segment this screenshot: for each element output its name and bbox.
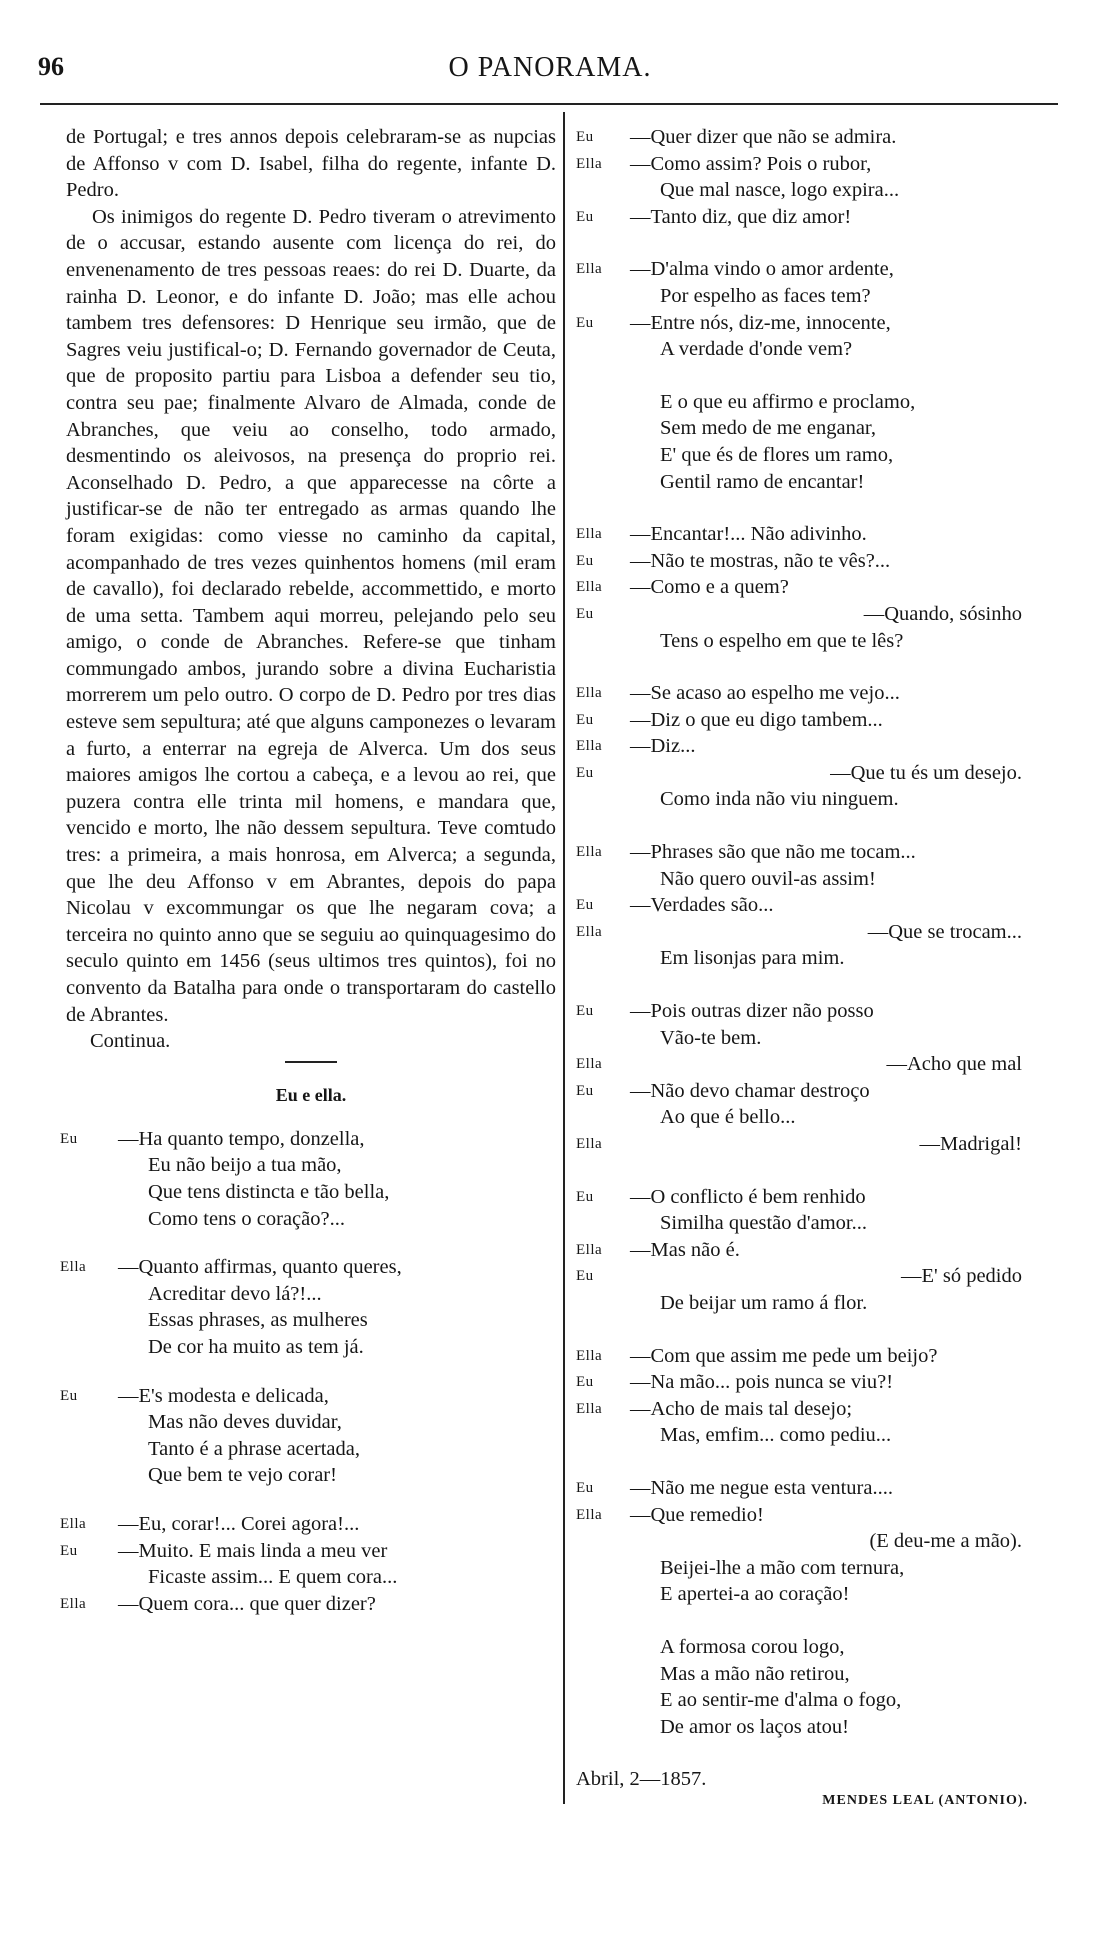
verse-line — [66, 1564, 556, 1591]
section-divider — [285, 1061, 337, 1063]
verse-text: Que mal nasce, logo expira... — [660, 179, 900, 202]
verse-text: —O conflicto é bem renhido — [630, 1185, 866, 1208]
verse-text: —Encantar!... Não adivinho. — [630, 523, 867, 546]
verse-line — [66, 1436, 556, 1463]
verse-line — [576, 310, 1046, 337]
verse-text: —Que tu és um desejo. — [830, 761, 1022, 784]
verse-text: De cor ha muito as tem já. — [148, 1335, 364, 1358]
verse-line — [576, 124, 1046, 151]
verse-text: Sem medo de me enganar, — [660, 417, 877, 440]
verse-line — [576, 601, 1046, 628]
verse-line — [66, 1206, 556, 1233]
verse-text: —Madrigal! — [919, 1133, 1022, 1155]
verse-text: E' que és de flores um ramo, — [660, 443, 894, 466]
speaker-label: Ella — [576, 155, 603, 172]
continua-note: Continua. — [90, 1030, 171, 1053]
speaker-label: Ella — [576, 685, 603, 702]
prose-paragraph: Os inimigos do regente D. Pedro tiveram o atrevimento de o accusar, estando ausente com licença do rei, do envenenamento de tres pessoas reaes: do rei D. Duarte, da rainha D. Leonor, e do infante D. João; mas elle achou tambem tres defensores: D Henrique seu irmão, que de Sagres veiu justifical-o; D. Fernando governador de Ceuta, que de proposito partiu para Lisboa a defender seu tio, contra seu pae; finalmente Alvaro de Almada, conde de Abranches, que veiu ao conselho, todo armado, desmentindo os aleivosos, na presença do proprio rei. Aconselhado D. Pedro, a que apparecesse na côrte a justificar-se de não ter entregado as armas quando lhe foram exigidas: como viesse no caminho da capital, acompanhado de tres vezes quinhentos homens (mil eram de cavallo), foi declarado rebelde, accommettido, e morto de uma setta. Tambem aqui morreu, pelejando pelo seu amigo, o conde de Abranches. Refere-se que tinham commungado ambos, jurando sobre a divina Eucharistia morrerem um pelo outro. O corpo de D. Pedro por tres dias esteve sem sepultura; até que alguns camponezes o levaram a furto, a enterrar na egreja de Alverca. Um dos seus maiores amigos lhe cortou a cabeça, e a levou ao rei, que puzera contra elle trinta mil homens, e mandara que, vencido e morto, lhe não dessem sepultura. Teve comtudo tres: a primeira, a mais honrosa, em Alverca; a segunda, que lhe deu Affonso v em Abrantes, depois do papa Nicolau v excommungar os que lhe negaram cova; a terceira no quinto anno que se seguiu ao quinquagesimo do seculo quinto em 1456 (seus ultimos tres quintos), foi no convento da Batalha para onde o transportaram do castello de Abrantes. — [66, 205, 556, 1026]
verse-text: —Tanto diz, que diz amor! — [630, 205, 852, 228]
verse-text: Essas phrases, as mulheres — [148, 1309, 368, 1332]
verse-text: (E deu-me a mão). — [869, 1530, 1022, 1553]
speaker-label: Ella — [60, 1259, 87, 1276]
column-divider — [563, 112, 565, 1804]
verse-line — [576, 1290, 1046, 1317]
verse-line — [576, 1237, 1046, 1264]
speaker-label: Ella — [60, 1595, 87, 1612]
poem-stanza — [576, 1634, 1046, 1740]
right-column — [576, 124, 1046, 1808]
verse-text: —Acho de mais tal desejo; — [630, 1397, 853, 1420]
verse-line — [576, 1396, 1046, 1423]
verse-line — [576, 1422, 1046, 1449]
left-column — [60, 124, 556, 1639]
speaker-label: Ella — [576, 1400, 603, 1417]
speaker-label: Ella — [60, 1515, 87, 1532]
verse-line — [60, 1126, 556, 1153]
verse-text: Ficaste assim... E quem cora... — [148, 1566, 398, 1589]
verse-text: —Na mão... pois nunca se viu?! — [630, 1371, 894, 1394]
verse-text: Como inda não viu ninguem. — [660, 788, 899, 811]
verse-line — [576, 866, 1046, 893]
verse-text: E o que eu affirmo e proclamo, — [660, 390, 916, 413]
header-rule — [40, 103, 1058, 105]
verse-text: —Não devo chamar destroço — [630, 1079, 870, 1102]
verse-line — [576, 1131, 1046, 1158]
verse-text: Que tens distincta e tão bella, — [148, 1180, 390, 1203]
verse-line — [576, 945, 1046, 972]
speaker-label: Ella — [576, 261, 603, 278]
verse-text: Vão-te bem. — [660, 1026, 762, 1049]
verse-text: —Como e a quem? — [630, 576, 789, 599]
poem-stanza — [576, 1343, 1046, 1449]
verse-text: —Mas não é. — [630, 1238, 740, 1261]
poem-stanza — [576, 998, 1046, 1158]
verse-text: Beijei-lhe a mão com ternura, — [660, 1556, 905, 1579]
verse-line — [576, 786, 1046, 813]
verse-text: A formosa corou logo, — [660, 1635, 845, 1658]
verse-line — [576, 1078, 1046, 1105]
verse-text: —Entre nós, diz-me, innocente, — [630, 311, 891, 334]
verse-text: Mas a mão não retirou, — [660, 1662, 850, 1685]
verse-line — [576, 839, 1046, 866]
verse-line — [576, 733, 1046, 760]
verse-text: Gentil ramo de encantar! — [660, 470, 865, 493]
verse-line — [576, 151, 1046, 178]
verse-line — [576, 1581, 1046, 1608]
verse-line — [576, 1263, 1046, 1290]
speaker-label: Ella — [576, 1056, 603, 1073]
verse-line — [576, 574, 1046, 601]
verse-text: —Diz o que eu digo tambem... — [630, 708, 883, 731]
speaker-label: Ella — [576, 844, 603, 861]
speaker-label: Eu — [576, 314, 594, 331]
speaker-label: Eu — [576, 897, 594, 914]
verse-line — [576, 256, 1046, 283]
verse-text: —Quando, sósinho — [863, 602, 1022, 625]
verse-text: —Como assim? Pois o rubor, — [630, 152, 872, 175]
speaker-label: Eu — [576, 1268, 594, 1285]
verse-line — [60, 1591, 556, 1618]
page-number: 96 — [38, 52, 64, 81]
poem-stanza — [60, 1126, 556, 1232]
verse-line — [576, 469, 1046, 496]
speaker-label: Ella — [576, 1506, 603, 1523]
verse-text: —D'alma vindo o amor ardente, — [630, 258, 894, 281]
poem-stanza — [60, 1254, 556, 1360]
poem-left-part — [60, 1126, 556, 1618]
verse-text: —Não te mostras, não te vês?... — [630, 549, 891, 572]
verse-text: —E's modesta e delicada, — [118, 1384, 329, 1407]
speaker-label: Ella — [576, 1347, 603, 1364]
speaker-label: Eu — [60, 1387, 78, 1404]
poem-stanza — [576, 521, 1046, 654]
speaker-label: Eu — [576, 711, 594, 728]
verse-line — [576, 1184, 1046, 1211]
verse-line — [576, 283, 1046, 310]
verse-line — [576, 1661, 1046, 1688]
verse-text: Por espelho as faces tem? — [660, 284, 871, 307]
verse-line — [66, 1179, 556, 1206]
journal-title: O PANORAMA. — [448, 52, 652, 83]
verse-line — [576, 389, 1046, 416]
verse-text: —Eu, corar!... Corei agora!... — [118, 1512, 360, 1535]
speaker-label: Eu — [576, 552, 594, 569]
poem-stanza — [60, 1511, 556, 1617]
verse-line — [576, 1555, 1046, 1582]
verse-text: —Que se trocam... — [867, 920, 1022, 943]
speaker-label: Eu — [576, 764, 594, 781]
poem-stanza — [576, 839, 1046, 972]
poem-right-part — [576, 124, 1046, 1740]
verse-line — [66, 1409, 556, 1436]
verse-line — [576, 1369, 1046, 1396]
verse-text: —Pois outras dizer não posso — [630, 1000, 874, 1023]
verse-line — [576, 1051, 1046, 1078]
speaker-label: Ella — [576, 1241, 603, 1258]
verse-text: —Quanto affirmas, quanto queres, — [118, 1256, 402, 1279]
verse-line — [576, 760, 1046, 787]
verse-line — [60, 1383, 556, 1410]
poem-stanza — [576, 124, 1046, 230]
poem-stanza — [576, 1184, 1046, 1317]
verse-line — [576, 680, 1046, 707]
verse-line — [576, 1502, 1046, 1529]
verse-line — [576, 1210, 1046, 1237]
verse-text: —Se acaso ao espelho me vejo... — [630, 682, 900, 705]
verse-line — [576, 336, 1046, 363]
speaker-label: Eu — [576, 1479, 594, 1496]
verse-text: A verdade d'onde vem? — [660, 338, 853, 361]
verse-line — [576, 998, 1046, 1025]
verse-text: —Ha quanto tempo, donzella, — [118, 1127, 365, 1150]
verse-text: De beijar um ramo á flor. — [660, 1291, 868, 1314]
speaker-label: Ella — [576, 526, 603, 543]
speaker-label: Eu — [576, 208, 594, 225]
verse-line — [576, 177, 1046, 204]
verse-text: —Phrases são que não me tocam... — [630, 841, 916, 864]
verse-text: —Quem cora... que quer dizer? — [118, 1592, 376, 1615]
speaker-label: Eu — [576, 1003, 594, 1020]
verse-text: Em lisonjas para mim. — [660, 947, 845, 970]
poem-date: Abril, 2—1857. — [576, 1768, 707, 1791]
verse-text: —Que remedio! — [630, 1503, 764, 1526]
verse-text: Tanto é a phrase acertada, — [148, 1437, 360, 1460]
verse-line — [576, 892, 1046, 919]
verse-text: Não quero ouvil-as assim! — [660, 867, 876, 890]
verse-line — [66, 1152, 556, 1179]
poem-stanza — [576, 256, 1046, 362]
verse-text: E apertei-a ao coração! — [660, 1583, 850, 1606]
verse-line — [576, 1528, 1046, 1555]
verse-line — [576, 1475, 1046, 1502]
verse-line — [576, 1714, 1046, 1741]
verse-text: —Verdades são... — [630, 894, 774, 917]
speaker-label: Eu — [576, 1082, 594, 1099]
verse-text: —Com que assim me pede um beijo? — [630, 1344, 938, 1367]
poem-title: Eu e ella. — [275, 1084, 347, 1105]
verse-text: —Acho que mal — [886, 1053, 1022, 1076]
prose-paragraph: de Portugal; e tres annos depois celebraram-se as nupcias de Affonso v com D. Isabel, filha do regente, infante D. Pedro. — [66, 126, 556, 202]
verse-line — [60, 1538, 556, 1565]
speaker-label: Ella — [576, 923, 603, 940]
verse-line — [576, 707, 1046, 734]
speaker-label: Eu — [576, 129, 594, 145]
article-prose — [66, 124, 556, 1055]
verse-text: —Diz... — [630, 735, 696, 758]
speaker-label: Ella — [576, 1136, 603, 1152]
verse-text: —Não me negue esta ventura.... — [630, 1476, 893, 1499]
verse-text: Como tens o coração?... — [148, 1207, 345, 1230]
verse-text: Acreditar devo lá?!... — [148, 1282, 322, 1305]
verse-text: Tens o espelho em que te lês? — [660, 629, 904, 652]
verse-line — [576, 204, 1046, 231]
speaker-label: Eu — [576, 605, 594, 622]
verse-line — [66, 1462, 556, 1489]
verse-line — [576, 415, 1046, 442]
verse-line — [576, 521, 1046, 548]
poem-stanza — [60, 1383, 556, 1489]
verse-line — [576, 1025, 1046, 1052]
verse-text: Mas, emfim... como pediu... — [660, 1424, 892, 1447]
verse-text: Eu não beijo a tua mão, — [148, 1154, 342, 1177]
verse-line — [60, 1511, 556, 1538]
verse-text: Que bem te vejo corar! — [148, 1464, 337, 1487]
verse-text: De amor os laços atou! — [660, 1715, 849, 1738]
verse-line — [576, 1343, 1046, 1370]
verse-line — [66, 1281, 556, 1308]
speaker-label: Eu — [60, 1130, 78, 1147]
verse-line — [576, 1634, 1046, 1661]
verse-line — [66, 1334, 556, 1361]
speaker-label: Ella — [576, 579, 603, 596]
verse-line — [66, 1307, 556, 1334]
verse-text: —Muito. E mais linda a meu ver — [118, 1539, 388, 1562]
verse-line — [576, 1687, 1046, 1714]
verse-line — [576, 548, 1046, 575]
author-signature: MENDES LEAL (ANTONIO). — [822, 1792, 1028, 1808]
verse-text: E ao sentir-me d'alma o fogo, — [660, 1689, 902, 1712]
poem-stanza — [576, 680, 1046, 813]
verse-line — [576, 919, 1046, 946]
speaker-label: Eu — [60, 1542, 78, 1559]
verse-line — [60, 1254, 556, 1281]
verse-text: Similha questão d'amor... — [660, 1212, 867, 1235]
verse-line — [576, 628, 1046, 655]
speaker-label: Ella — [576, 738, 603, 755]
poem-stanza — [576, 389, 1046, 495]
verse-text: —Quer dizer que não se admira. — [630, 126, 897, 148]
speaker-label: Eu — [576, 1374, 594, 1391]
speaker-label: Eu — [576, 1188, 594, 1205]
verse-text: —E' só pedido — [901, 1265, 1022, 1288]
verse-text: Mas não deves duvidar, — [148, 1411, 342, 1434]
verse-text: Ao que é bello... — [660, 1106, 796, 1129]
verse-line — [576, 1104, 1046, 1131]
poem-stanza — [576, 1475, 1046, 1608]
verse-line — [576, 442, 1046, 469]
page-header — [0, 52, 1100, 92]
